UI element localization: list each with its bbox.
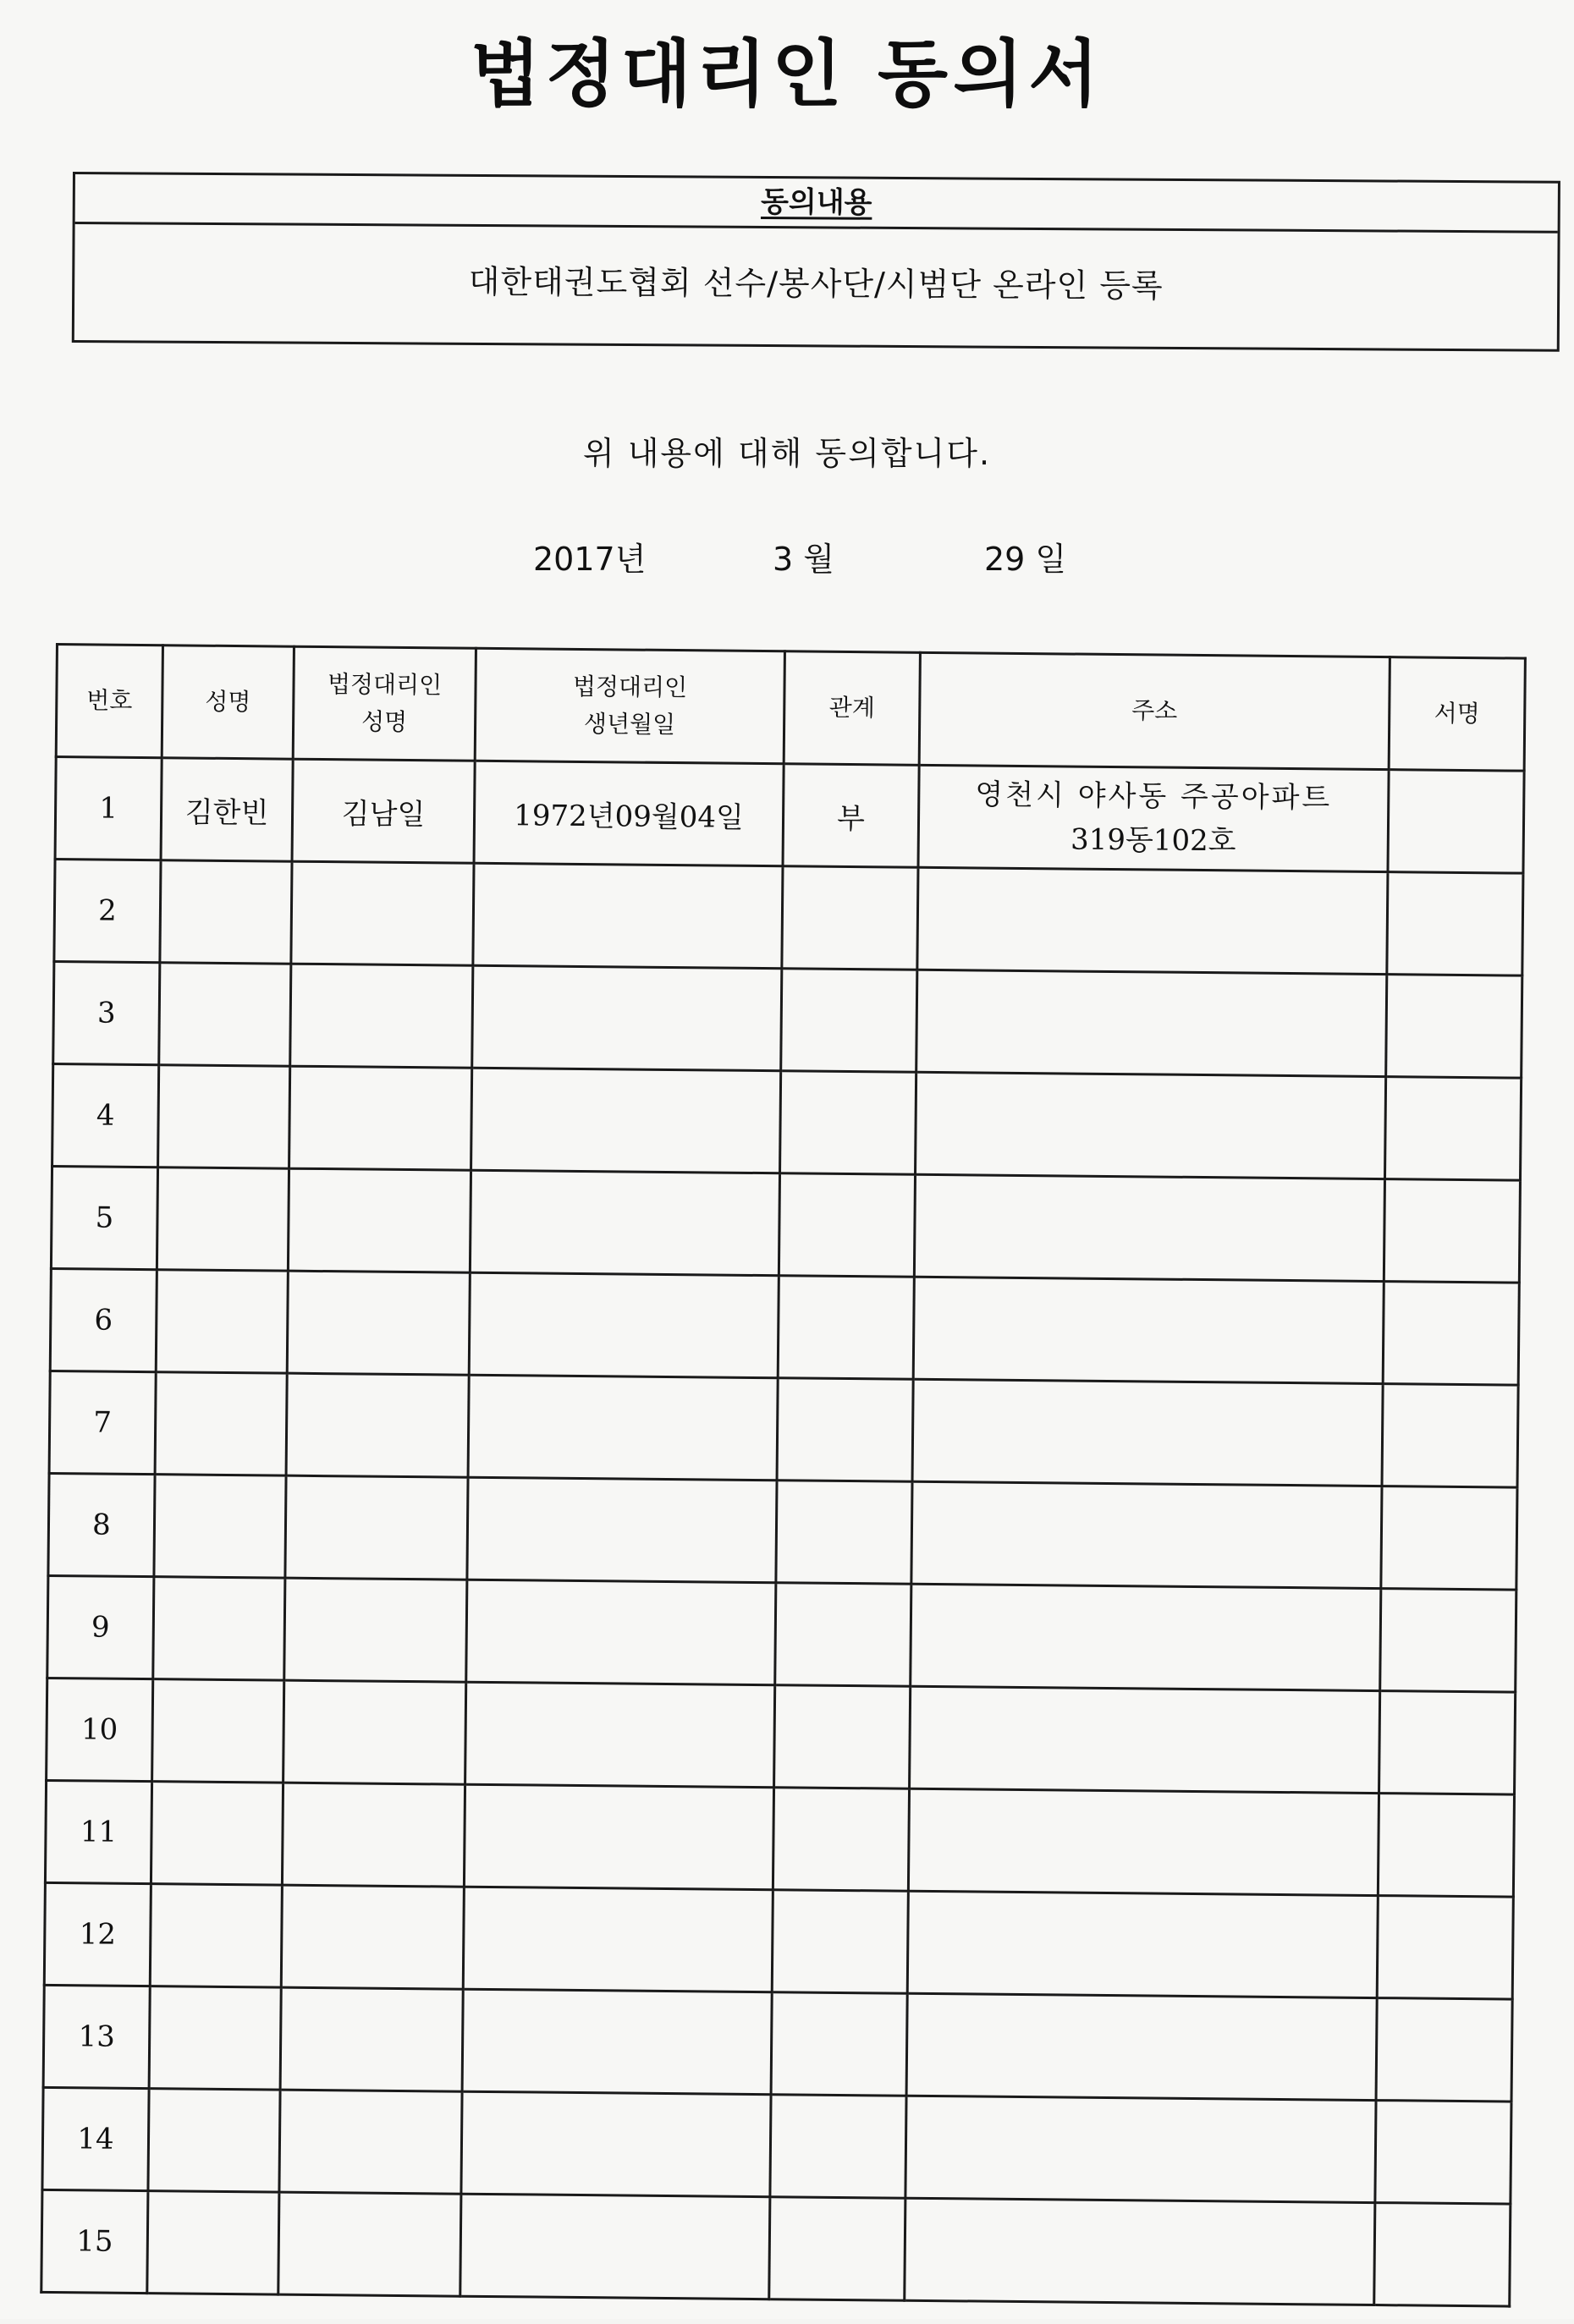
row-relation (773, 1788, 909, 1892)
row-name (149, 1986, 281, 2090)
row-signature (1379, 1691, 1516, 1795)
row-name (159, 963, 291, 1066)
header-guardian-birth-line2: 생년월일 (583, 709, 676, 739)
header-name: 성명 (162, 646, 294, 759)
row-guardian-birth (460, 2194, 770, 2299)
row-name (148, 2089, 280, 2192)
row-signature (1384, 1077, 1521, 1181)
row-number: 10 (47, 1678, 153, 1781)
registration-table-wrap (40, 643, 1524, 2324)
table-row (45, 1780, 1514, 1897)
row-name (153, 1577, 285, 1680)
row-number: 15 (41, 2189, 148, 2293)
row-signature (1387, 872, 1523, 976)
row-address-line2: 319동102호 (1070, 822, 1236, 859)
row-guardian-name (278, 2192, 461, 2296)
row-guardian-name (291, 861, 474, 965)
row-relation (781, 969, 917, 1073)
row-address (905, 2198, 1375, 2305)
header-signature: 서명 (1389, 657, 1525, 772)
row-relation (778, 1276, 914, 1380)
row-number: 1 (55, 757, 162, 860)
header-guardian-name-line1: 법정대리인 (327, 670, 443, 700)
row-guardian-birth (470, 1170, 779, 1275)
row-guardian-birth (472, 965, 782, 1070)
date-year: 2017년 (533, 541, 647, 578)
table-row (51, 1166, 1520, 1283)
row-number: 12 (44, 1882, 151, 1986)
row-guardian-name (288, 1168, 471, 1272)
row-name (156, 1270, 288, 1373)
row-guardian-name (279, 2090, 462, 2194)
row-name (157, 1167, 289, 1271)
row-name (150, 1884, 282, 1987)
row-address (911, 1481, 1382, 1588)
row-signature (1386, 975, 1522, 1079)
row-signature (1384, 1179, 1520, 1283)
row-guardian-birth (473, 863, 783, 968)
row-guardian-birth (467, 1477, 777, 1582)
table-row (41, 2189, 1511, 2306)
row-number: 11 (45, 1780, 151, 1883)
row-guardian-name (289, 1066, 472, 1170)
row-address (916, 1072, 1386, 1178)
table-header-row (56, 645, 1525, 772)
agree-statement: 위 내용에 대해 동의합니다. (582, 435, 992, 472)
row-relation (779, 1173, 915, 1277)
row-guardian-name (287, 1271, 470, 1375)
row-number: 14 (42, 2087, 149, 2190)
row-number: 13 (43, 1985, 150, 2088)
table-row (44, 1882, 1513, 1999)
row-relation (775, 1583, 911, 1687)
table-row (50, 1268, 1519, 1385)
row-guardian-name (280, 1987, 463, 2091)
row-relation (777, 1378, 913, 1482)
consent-header (75, 174, 1558, 233)
row-signature (1377, 1896, 1513, 2000)
row-relation (770, 2095, 906, 2199)
table-row (52, 1063, 1522, 1180)
row-address (905, 2096, 1376, 2202)
table-row (47, 1678, 1516, 1794)
header-address: 주소 (919, 652, 1390, 769)
row-guardian-name (285, 1475, 468, 1580)
row-relation (771, 1992, 907, 2096)
row-guardian-birth (462, 1989, 772, 2094)
table-row (47, 1575, 1516, 1692)
consent-box (72, 172, 1560, 352)
row-name (158, 1065, 290, 1168)
table-row (55, 757, 1524, 874)
row-signature (1374, 2203, 1511, 2307)
row-guardian-birth (461, 2091, 771, 2196)
row-guardian-birth (466, 1580, 776, 1684)
table-row (42, 2087, 1511, 2204)
row-address (912, 1379, 1383, 1486)
row-name (151, 1782, 283, 1885)
row-address (918, 765, 1389, 871)
row-guardian-name (281, 1885, 464, 1989)
row-guardian-name: 김남일 (292, 759, 475, 863)
row-relation (772, 1890, 908, 1994)
row-number: 2 (54, 860, 161, 963)
row-guardian-birth (464, 1784, 773, 1889)
row-number: 4 (52, 1063, 159, 1167)
row-address (911, 1584, 1381, 1690)
row-address (906, 1993, 1377, 2100)
row-number: 6 (50, 1268, 157, 1371)
table-row (54, 860, 1523, 976)
date-day: 29 일 (984, 541, 1067, 578)
row-relation (769, 2197, 905, 2301)
row-address (910, 1686, 1380, 1793)
consent-body: 대한태권도협회 선수/봉사단/시범단 온라인 등록 (468, 262, 1164, 305)
table-row (43, 1985, 1512, 2101)
row-guardian-birth (468, 1375, 778, 1480)
row-signature (1382, 1384, 1518, 1488)
row-guardian-name (282, 1783, 465, 1887)
row-signature (1376, 1998, 1512, 2102)
document-title: 법정대리인 동의서 (470, 32, 1104, 117)
row-relation: 부 (783, 764, 919, 868)
row-guardian-name (283, 1680, 466, 1784)
row-signature (1375, 2101, 1511, 2205)
row-number: 5 (51, 1166, 157, 1269)
row-guardian-name (284, 1578, 467, 1682)
date-month: 3 월 (773, 541, 834, 578)
row-signature (1378, 1794, 1514, 1898)
header-guardian-name-line2: 성명 (360, 707, 408, 736)
row-guardian-birth (469, 1272, 779, 1377)
row-relation (782, 866, 918, 970)
row-address (913, 1277, 1384, 1383)
row-guardian-birth: 1972년09월04일 (474, 761, 784, 865)
header-number: 번호 (56, 645, 162, 758)
row-address (908, 1788, 1379, 1895)
row-relation (776, 1481, 912, 1585)
row-address (907, 1891, 1378, 1997)
header-relation: 관계 (784, 651, 920, 766)
row-signature (1380, 1589, 1516, 1693)
row-name (147, 2191, 279, 2294)
row-relation (780, 1071, 916, 1175)
row-guardian-name (290, 964, 473, 1068)
row-address (916, 970, 1387, 1076)
header-guardian-name (293, 646, 476, 761)
table-row (53, 961, 1522, 1078)
row-address-line1: 영천시 야사동 주공아파트 (975, 777, 1333, 816)
row-number: 9 (47, 1575, 154, 1678)
row-name (155, 1372, 287, 1475)
registration-table (40, 643, 1527, 2308)
table-row (49, 1371, 1518, 1487)
row-signature (1388, 770, 1524, 874)
row-name (160, 860, 292, 964)
row-address (914, 1174, 1384, 1281)
row-name: 김한빈 (161, 758, 293, 861)
row-signature (1383, 1282, 1519, 1386)
row-number: 3 (53, 961, 160, 1064)
row-number: 8 (48, 1473, 155, 1576)
row-guardian-birth (465, 1682, 775, 1787)
row-name (152, 1679, 284, 1783)
table-row (48, 1473, 1517, 1590)
consent-header-label: 동의내용 (760, 184, 872, 220)
row-address (917, 867, 1388, 974)
row-number: 7 (49, 1371, 156, 1474)
row-guardian-name (286, 1373, 469, 1477)
header-guardian-birth (475, 648, 784, 763)
row-name (154, 1475, 286, 1578)
row-signature (1381, 1486, 1517, 1591)
header-guardian-birth-line1: 법정대리인 (572, 672, 688, 702)
row-guardian-birth (463, 1887, 773, 1992)
row-relation (774, 1685, 911, 1789)
row-guardian-birth (471, 1068, 781, 1173)
